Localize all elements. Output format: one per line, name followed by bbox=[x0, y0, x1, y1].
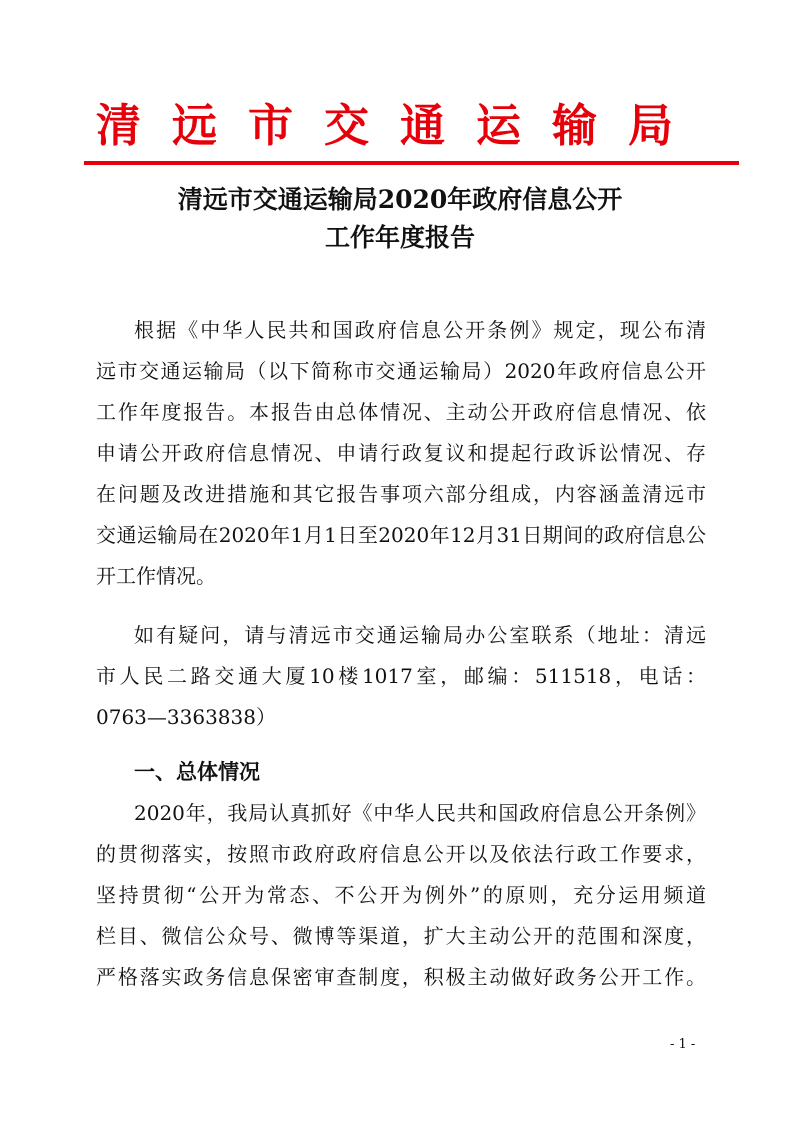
intro-line: 在问题及改进措施和其它报告事项六部分组成，内容涵盖清远市 bbox=[96, 482, 706, 506]
overview-line: 的贯彻落实，按照市政府政府信息公开以及依法行政工作要求， bbox=[96, 842, 706, 866]
overview-line: 坚持贯彻“公开为常态、不公开为例外”的原则，充分运用频道 bbox=[96, 883, 706, 907]
contact-line: 市人民二路交通大厦10楼1017室，邮编：511518，电话： bbox=[96, 664, 706, 688]
overview-line: 2020年，我局认真抓好《中华人民共和国政府信息公开条例》 bbox=[134, 801, 706, 825]
intro-line: 远市交通运输局（以下简称市交通运输局）2020年政府信息公开 bbox=[96, 359, 706, 383]
intro-line: 根据《中华人民共和国政府信息公开条例》规定，现公布清 bbox=[134, 318, 706, 342]
masthead: 清远市交通运输局 bbox=[95, 99, 704, 152]
intro-line: 开工作情况。 bbox=[96, 564, 216, 588]
document-title-line-1: 清远市交通运输局2020年政府信息公开 bbox=[177, 185, 623, 214]
intro-line: 工作年度报告。本报告由总体情况、主动公开政府信息情况、依 bbox=[96, 400, 706, 424]
overview-line: 栏目、微信公众号、微博等渠道，扩大主动公开的范围和深度， bbox=[96, 924, 706, 948]
overview-line: 严格落实政务信息保密审查制度，积极主动做好政务公开工作。 bbox=[96, 965, 706, 989]
intro-line: 交通运输局在2020年1月1日至2020年12月31日期间的政府信息公 bbox=[96, 523, 706, 547]
contact-line: 0763—3363838） bbox=[96, 705, 276, 729]
intro-line: 申请公开政府信息情况、申请行政复议和提起行政诉讼情况、存 bbox=[96, 441, 706, 465]
contact-line: 如有疑问，请与清远市交通运输局办公室联系（地址：清远 bbox=[134, 623, 706, 647]
page-number: - 1 - bbox=[670, 1037, 696, 1052]
section-heading-overview: 一、总体情况 bbox=[134, 760, 260, 784]
document-title-line-2: 工作年度报告 bbox=[324, 223, 475, 252]
red-rule bbox=[84, 161, 739, 165]
